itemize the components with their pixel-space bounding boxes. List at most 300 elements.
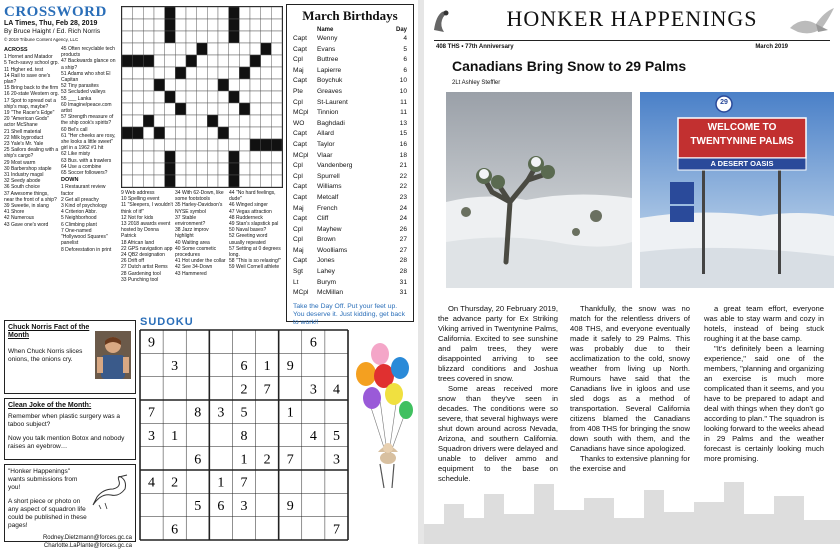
crossword-cell[interactable] <box>154 127 165 139</box>
crossword-cell[interactable] <box>229 115 240 127</box>
crossword-cell[interactable] <box>207 43 218 55</box>
sudoku-cell[interactable]: 8 <box>194 405 202 421</box>
crossword-cell[interactable] <box>175 79 186 91</box>
joke-box <box>4 398 136 460</box>
crossword-cell[interactable] <box>133 139 144 151</box>
crossword-cell[interactable] <box>261 175 272 187</box>
crossword-cell[interactable] <box>207 67 218 79</box>
crossword-cell[interactable] <box>165 67 176 79</box>
sudoku-cell[interactable]: 1 <box>217 475 225 491</box>
crossword-cell[interactable] <box>239 103 250 115</box>
crossword-cell[interactable] <box>261 55 272 67</box>
crossword-cell[interactable] <box>143 19 154 31</box>
sudoku-cell[interactable]: 2 <box>263 452 271 468</box>
crossword-cell[interactable] <box>271 103 282 115</box>
crossword-cell[interactable] <box>271 115 282 127</box>
crossword-cell[interactable] <box>207 103 218 115</box>
crossword-cell[interactable] <box>207 115 218 127</box>
sudoku-cell[interactable]: 2 <box>240 382 248 398</box>
crossword-cell[interactable] <box>133 7 144 19</box>
crossword-cell[interactable] <box>165 19 176 31</box>
crossword-cell[interactable] <box>239 139 250 151</box>
crossword-cell[interactable] <box>154 139 165 151</box>
crossword-cell[interactable] <box>175 127 186 139</box>
crossword-cell[interactable] <box>229 91 240 103</box>
sudoku-cell[interactable]: 4 <box>148 475 156 491</box>
crossword-cell[interactable] <box>186 31 197 43</box>
crossword-cell[interactable] <box>133 103 144 115</box>
article-paragraph: On Thursday, 20 February 2019, the advance party for Ex Striking Viking arrived in Twentynine Palms, California. Excited to see sunshine and palm trees, they were disappointed arriving to see blizzard conditions and Joshua trees covered in snow. <box>438 304 558 383</box>
crossword-cell[interactable] <box>175 55 186 67</box>
crossword-cell[interactable] <box>154 175 165 187</box>
sudoku-cell[interactable]: 3 <box>240 499 248 514</box>
crossword-cell[interactable] <box>175 19 186 31</box>
crossword-cell[interactable] <box>186 151 197 163</box>
crossword-cell[interactable] <box>229 163 240 175</box>
crossword-cell[interactable] <box>229 43 240 55</box>
crossword-cell[interactable] <box>197 31 208 43</box>
crossword-cell[interactable] <box>261 127 272 139</box>
crossword-cell[interactable] <box>122 79 133 91</box>
crossword-cell[interactable] <box>250 103 261 115</box>
crossword-cell[interactable] <box>143 43 154 55</box>
crossword-cell[interactable] <box>154 55 165 67</box>
crossword-cell[interactable] <box>229 139 240 151</box>
birthday-row <box>293 256 407 267</box>
crossword-cell[interactable] <box>186 115 197 127</box>
crossword-cell[interactable] <box>186 7 197 19</box>
crossword-cell[interactable] <box>207 19 218 31</box>
crossword-cell[interactable] <box>229 31 240 43</box>
crossword-cell[interactable] <box>122 31 133 43</box>
crossword-cell[interactable] <box>250 31 261 43</box>
crossword-cell[interactable] <box>261 19 272 31</box>
crossword-cell[interactable] <box>122 67 133 79</box>
crossword-cell[interactable] <box>186 79 197 91</box>
birthday-rank: Cpl <box>293 172 303 180</box>
crossword-cell[interactable] <box>197 163 208 175</box>
crossword-cell[interactable] <box>271 139 282 151</box>
down-clue: 37 Stable environment? <box>175 214 206 228</box>
crossword-cell[interactable] <box>218 67 229 79</box>
crossword-cell[interactable] <box>261 163 272 175</box>
crossword-cell[interactable] <box>175 67 186 79</box>
crossword-cell[interactable] <box>218 115 229 127</box>
crossword-cell[interactable] <box>122 175 133 187</box>
sudoku-cell[interactable]: 4 <box>332 382 340 398</box>
crossword-cell[interactable] <box>165 127 176 139</box>
crossword-cell[interactable] <box>250 115 261 127</box>
crossword-cell[interactable] <box>165 115 176 127</box>
crossword-cell[interactable] <box>143 55 154 67</box>
crossword-cell[interactable] <box>186 103 197 115</box>
birthday-name: Allard <box>317 130 334 138</box>
crossword-cell[interactable] <box>154 7 165 19</box>
crossword-cell[interactable] <box>261 103 272 115</box>
crossword-cell[interactable] <box>197 115 208 127</box>
crossword-cell[interactable] <box>271 43 282 55</box>
crossword-cell[interactable] <box>250 91 261 103</box>
crossword-cell[interactable] <box>250 175 261 187</box>
birthday-row <box>293 161 407 172</box>
sudoku-cell[interactable]: 6 <box>309 335 317 351</box>
birthday-rank: MCpl <box>293 289 309 297</box>
crossword-cell[interactable] <box>165 7 176 19</box>
crossword-cell[interactable] <box>250 163 261 175</box>
crossword-cell[interactable] <box>229 67 240 79</box>
crossword-cell[interactable] <box>207 151 218 163</box>
sudoku-cell[interactable]: 3 <box>309 382 317 398</box>
crossword-cell[interactable] <box>218 43 229 55</box>
crossword-cell[interactable] <box>197 175 208 187</box>
crossword-cell[interactable] <box>197 79 208 91</box>
sudoku-cell[interactable]: 9 <box>286 359 294 374</box>
crossword-cell[interactable] <box>207 91 218 103</box>
birthday-rank: Capt <box>293 257 307 265</box>
down-clue: 9 Web address <box>121 190 155 196</box>
sudoku-cell[interactable]: 5 <box>240 405 248 421</box>
crossword-cell[interactable] <box>197 7 208 19</box>
crossword-cell[interactable] <box>239 43 250 55</box>
crossword-cell[interactable] <box>261 91 272 103</box>
crossword-cell[interactable] <box>207 31 218 43</box>
crossword-cell[interactable] <box>250 127 261 139</box>
crossword-cell[interactable] <box>154 19 165 31</box>
sudoku-cell[interactable]: 1 <box>286 405 294 421</box>
crossword-cell[interactable] <box>218 175 229 187</box>
crossword-cell[interactable] <box>197 151 208 163</box>
across-clue: 65 Soccer followers? <box>61 170 108 177</box>
crossword-cell[interactable] <box>154 43 165 55</box>
sudoku-cell[interactable]: 9 <box>286 499 294 514</box>
crossword-cell[interactable] <box>186 127 197 139</box>
crossword-cell[interactable] <box>122 91 133 103</box>
article-column-3 <box>704 304 824 464</box>
crossword-cell[interactable] <box>261 115 272 127</box>
crossword-cell[interactable] <box>218 79 229 91</box>
crossword-cell[interactable] <box>165 151 176 163</box>
left-page <box>0 0 418 549</box>
crossword-cell[interactable] <box>154 115 165 127</box>
crossword-cell[interactable] <box>229 127 240 139</box>
crossword-cell[interactable] <box>261 79 272 91</box>
crossword-cell[interactable] <box>250 151 261 163</box>
crossword-cell[interactable] <box>165 79 176 91</box>
crossword-cell[interactable] <box>122 7 133 19</box>
crossword-cell[interactable] <box>186 139 197 151</box>
sudoku-cell[interactable]: 6 <box>171 522 179 538</box>
crossword-cell[interactable] <box>271 151 282 163</box>
crossword-cell[interactable] <box>133 67 144 79</box>
crossword-cell[interactable] <box>122 43 133 55</box>
crossword-cell[interactable] <box>239 31 250 43</box>
crossword-cell[interactable] <box>143 139 154 151</box>
crossword-cell[interactable] <box>197 19 208 31</box>
crossword-cell[interactable] <box>133 151 144 163</box>
crossword-cell[interactable] <box>122 55 133 67</box>
crossword-cell[interactable] <box>218 7 229 19</box>
crossword-cell[interactable] <box>207 55 218 67</box>
crossword-cell[interactable] <box>122 127 133 139</box>
crossword-cell[interactable] <box>271 79 282 91</box>
crossword-cell[interactable] <box>261 7 272 19</box>
crossword-cell[interactable] <box>261 151 272 163</box>
crossword-cell[interactable] <box>271 55 282 67</box>
crossword-cell[interactable] <box>271 91 282 103</box>
crossword-cell[interactable] <box>239 7 250 19</box>
sign-desert-oasis: A DESERT OASIS <box>710 159 774 168</box>
crossword-cell[interactable] <box>197 67 208 79</box>
crossword-grid[interactable] <box>121 6 283 188</box>
chuck-norris-photo <box>95 331 131 379</box>
crossword-cell[interactable] <box>239 163 250 175</box>
sudoku-cell[interactable]: 2 <box>171 475 179 491</box>
sudoku-cell[interactable]: 5 <box>332 429 340 444</box>
crossword-cell[interactable] <box>154 67 165 79</box>
crossword-cell[interactable] <box>143 175 154 187</box>
crossword-cell[interactable] <box>229 103 240 115</box>
crossword-cell[interactable] <box>250 67 261 79</box>
down-clue: 11 "Sleepers, I wouldn't think of it!" <box>121 202 173 215</box>
crossword-cell[interactable] <box>239 67 250 79</box>
crossword-cell[interactable] <box>165 103 176 115</box>
crossword-cell[interactable] <box>271 31 282 43</box>
sudoku-cell[interactable]: 7 <box>332 522 340 538</box>
crossword-cell[interactable] <box>250 139 261 151</box>
crossword-cell[interactable] <box>122 139 133 151</box>
crossword-cell[interactable] <box>133 19 144 31</box>
crossword-cell[interactable] <box>197 139 208 151</box>
crossword-cell[interactable] <box>261 139 272 151</box>
crossword-cell[interactable] <box>165 43 176 55</box>
sudoku-cell[interactable]: 1 <box>171 429 179 444</box>
sudoku-cell[interactable]: 6 <box>194 452 202 468</box>
sudoku-cell[interactable]: 6 <box>217 499 225 514</box>
crossword-cell[interactable] <box>143 67 154 79</box>
crossword-cell[interactable] <box>143 31 154 43</box>
crossword-cell[interactable] <box>239 55 250 67</box>
crossword-cell[interactable] <box>261 31 272 43</box>
across-clue: 36 South choice <box>4 184 40 191</box>
birthday-row <box>293 182 407 193</box>
crossword-cell[interactable] <box>154 31 165 43</box>
sudoku-cell[interactable]: 8 <box>240 429 248 444</box>
crossword-cell[interactable] <box>133 55 144 67</box>
across-clue: 51 Adams who shot El Capitan <box>61 70 111 84</box>
crossword-cell[interactable] <box>154 79 165 91</box>
crossword-cell[interactable] <box>218 19 229 31</box>
crossword-cell[interactable] <box>175 43 186 55</box>
crossword-cell[interactable] <box>250 55 261 67</box>
crossword-cell[interactable] <box>154 91 165 103</box>
crossword-cell[interactable] <box>175 103 186 115</box>
crossword-cell[interactable] <box>207 175 218 187</box>
crossword-cell[interactable] <box>175 115 186 127</box>
crossword-cell[interactable] <box>186 175 197 187</box>
crossword-cell[interactable] <box>271 163 282 175</box>
crossword-cell[interactable] <box>133 31 144 43</box>
crossword-cell[interactable] <box>207 127 218 139</box>
sudoku-cell[interactable]: 5 <box>194 499 202 514</box>
crossword-cell[interactable] <box>122 103 133 115</box>
crossword-cell[interactable] <box>239 151 250 163</box>
sudoku-cell[interactable]: 7 <box>286 452 294 468</box>
sudoku-cell[interactable]: 3 <box>171 359 179 374</box>
crossword-cell[interactable] <box>218 103 229 115</box>
crossword-cell[interactable] <box>175 91 186 103</box>
crossword-cell[interactable] <box>218 127 229 139</box>
crossword-cell[interactable] <box>122 151 133 163</box>
col-day: Day <box>395 27 407 33</box>
crossword-cell[interactable] <box>122 19 133 31</box>
sudoku-cell[interactable]: 7 <box>240 475 248 491</box>
crossword-cell[interactable] <box>165 91 176 103</box>
birthday-name: Burym <box>317 278 337 286</box>
crossword-cell[interactable] <box>165 31 176 43</box>
crossword-cell[interactable] <box>239 91 250 103</box>
crossword-cell[interactable] <box>143 151 154 163</box>
sudoku-cell[interactable]: 3 <box>332 452 340 468</box>
crossword-cell[interactable] <box>229 151 240 163</box>
crossword-cell[interactable] <box>197 43 208 55</box>
crossword-cell[interactable] <box>175 163 186 175</box>
masthead-rule <box>434 40 830 41</box>
crossword-cell[interactable] <box>271 67 282 79</box>
crossword-cell[interactable] <box>143 163 154 175</box>
crossword-cell[interactable] <box>122 163 133 175</box>
crossword-cell[interactable] <box>207 163 218 175</box>
crossword-cell[interactable] <box>218 139 229 151</box>
sudoku-cell[interactable]: 9 <box>148 335 156 351</box>
crossword-cell[interactable] <box>133 115 144 127</box>
crossword-cell[interactable] <box>133 163 144 175</box>
birthday-name: Boychuk <box>317 77 343 85</box>
across-clue: 57 Strength measure of the ship cook's spirits? <box>61 114 114 127</box>
crossword-cell[interactable] <box>218 163 229 175</box>
across-clue: 21 Shell material <box>4 128 42 135</box>
sign-twentynine-palms: TWENTYNINE PALMS <box>690 136 794 147</box>
crossword-cell[interactable] <box>271 175 282 187</box>
down-clue: 41 Hot under the collar <box>175 258 226 265</box>
crossword-cell[interactable] <box>175 139 186 151</box>
crossword-cell[interactable] <box>143 79 154 91</box>
crossword-cell[interactable] <box>207 79 218 91</box>
crossword-cell[interactable] <box>239 115 250 127</box>
crossword-cell[interactable] <box>133 79 144 91</box>
sudoku-cell[interactable]: 3 <box>217 405 225 421</box>
birthday-day: 11 <box>400 109 407 117</box>
crossword-cell[interactable] <box>239 127 250 139</box>
crossword-cell[interactable] <box>250 79 261 91</box>
sudoku-cell[interactable]: 7 <box>263 382 271 398</box>
across-clue: 11 Higher ed. test <box>4 66 44 73</box>
crossword-cell[interactable] <box>122 115 133 127</box>
crossword-cell[interactable] <box>186 43 197 55</box>
crossword-cell[interactable] <box>186 19 197 31</box>
crossword-cell[interactable] <box>207 7 218 19</box>
crossword-cell[interactable] <box>197 55 208 67</box>
crossword-cell[interactable] <box>175 7 186 19</box>
crossword-cell[interactable] <box>133 127 144 139</box>
sudoku-cell[interactable]: 6 <box>240 359 248 374</box>
crossword-cell[interactable] <box>218 55 229 67</box>
crossword-cell[interactable] <box>197 91 208 103</box>
crossword-cell[interactable] <box>250 7 261 19</box>
crossword-cell[interactable] <box>133 91 144 103</box>
contact-email-2[interactable]: Charlotte.LaPlante@forces.gc.ca <box>43 543 132 549</box>
crossword-cell[interactable] <box>175 175 186 187</box>
contact-email-1[interactable]: Rodney.Dietzmann@forces.gc.ca <box>42 535 132 541</box>
crossword-cell[interactable] <box>133 175 144 187</box>
birthday-row <box>293 267 407 278</box>
crossword-cell[interactable] <box>143 103 154 115</box>
crossword-cell[interactable] <box>271 19 282 31</box>
sudoku-cell[interactable]: 3 <box>148 429 156 444</box>
crossword-cell[interactable] <box>261 43 272 55</box>
crossword-cell[interactable] <box>229 7 240 19</box>
crossword-cell[interactable] <box>239 79 250 91</box>
crossword-cell[interactable] <box>207 139 218 151</box>
crossword-cell[interactable] <box>133 43 144 55</box>
crossword-cell[interactable] <box>239 175 250 187</box>
crossword-cell[interactable] <box>218 91 229 103</box>
sudoku-cell[interactable]: 7 <box>148 405 156 421</box>
crossword-cell[interactable] <box>186 91 197 103</box>
sudoku-cell[interactable]: 1 <box>263 359 271 374</box>
sign-welcome-to: WELCOME TO <box>707 122 777 133</box>
crossword-cell[interactable] <box>229 19 240 31</box>
crossword-cell[interactable] <box>143 7 154 19</box>
crossword-cell[interactable] <box>229 55 240 67</box>
crossword-cell[interactable] <box>165 163 176 175</box>
crossword-cell[interactable] <box>165 139 176 151</box>
crossword-cell[interactable] <box>186 67 197 79</box>
crossword-cell[interactable] <box>218 151 229 163</box>
crossword-cell[interactable] <box>197 103 208 115</box>
sudoku-grid[interactable] <box>140 330 348 540</box>
crossword-cell[interactable] <box>250 43 261 55</box>
crossword-cell[interactable] <box>218 31 229 43</box>
crossword-cell[interactable] <box>165 55 176 67</box>
article-headline: Canadians Bring Snow to 29 Palms <box>452 58 687 74</box>
crossword-cell[interactable] <box>261 67 272 79</box>
down-clue: 52 Greeting word usually repeated <box>229 233 268 246</box>
crossword-cell[interactable] <box>143 127 154 139</box>
crossword-cell[interactable] <box>239 19 250 31</box>
crossword-cell[interactable] <box>197 127 208 139</box>
crossword-cell[interactable] <box>271 127 282 139</box>
crossword-cell[interactable] <box>186 163 197 175</box>
crossword-cell[interactable] <box>175 31 186 43</box>
sudoku-cell[interactable]: 4 <box>309 429 317 444</box>
crossword-cell[interactable] <box>175 151 186 163</box>
crossword-cell[interactable] <box>143 115 154 127</box>
down-clue: 48 Rudderneck <box>229 214 263 221</box>
crossword-cell[interactable] <box>229 79 240 91</box>
crossword-cell[interactable] <box>165 175 176 187</box>
crossword-cell[interactable] <box>186 55 197 67</box>
crossword-cell[interactable] <box>271 7 282 19</box>
crossword-cell[interactable] <box>229 175 240 187</box>
crossword-source: LA Times, Thu, Feb 28, 2019 <box>4 20 98 27</box>
crossword-cell[interactable] <box>154 163 165 175</box>
across-heading: ACROSS <box>4 47 28 53</box>
crossword-cell[interactable] <box>143 91 154 103</box>
crossword-cell[interactable] <box>154 103 165 115</box>
crossword-cell[interactable] <box>154 151 165 163</box>
sudoku-cell[interactable]: 1 <box>240 452 248 468</box>
crossword-cell[interactable] <box>250 19 261 31</box>
